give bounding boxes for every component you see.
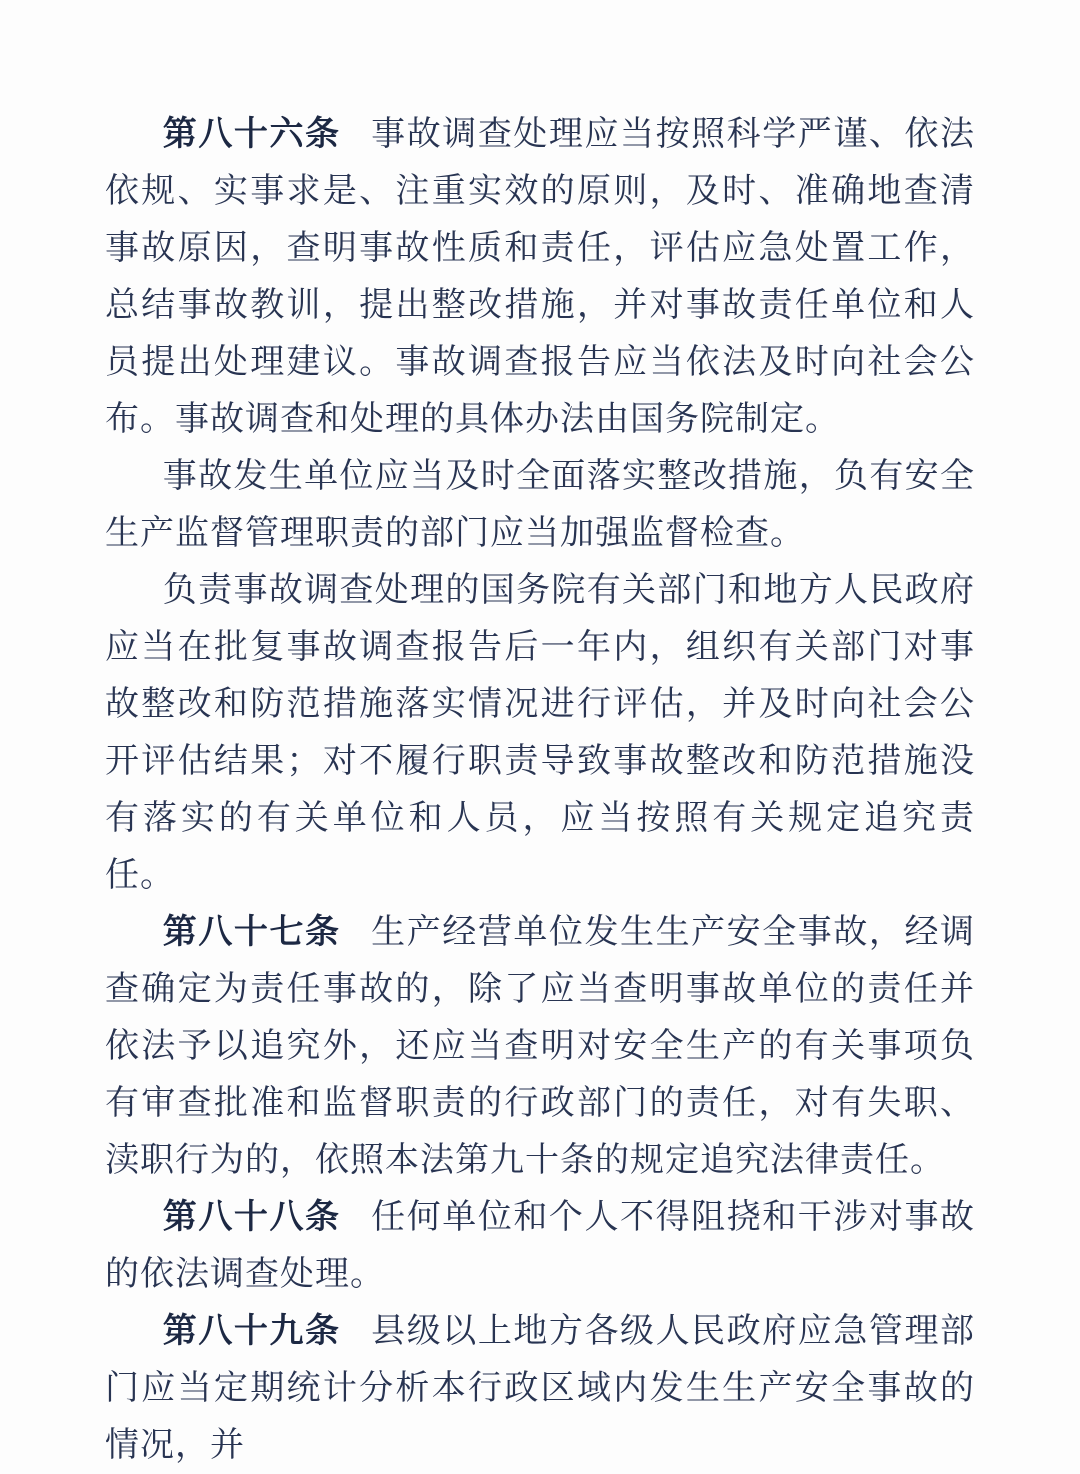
article-number: 第八十七条	[162, 913, 341, 951]
paragraph-text: 任何单位和个人不得阻挠和干涉对事故的依法调查处理。	[105, 1199, 976, 1293]
article-number: 第八十八条	[162, 1198, 341, 1236]
law-paragraph	[105, 904, 975, 1189]
paragraph-text: 事故调查处理应当按照科学严谨、依法依规、实事求是、注重实效的原则，及时、准确地查清事故原因，查明事故性质和责任，评估应急处置工作，总结事故教训，提出整改措施，并对事故责任单位和人员提出处理建议。事故调查报告应当依法及时向社会公布。事故调查和处理的具体办法由国务院制定。	[105, 116, 976, 438]
law-paragraph	[105, 562, 975, 904]
law-paragraph	[105, 448, 975, 562]
document-body	[105, 106, 975, 1474]
article-number: 第八十六条	[162, 115, 341, 153]
paragraph-text: 负责事故调查处理的国务院有关部门和地方人民政府应当在批复事故调查报告后一年内，组织有关部门对事故整改和防范措施落实情况进行评估，并及时向社会公开评估结果；对不履行职责导致事故整改和防范措施没有落实的有关单位和人员，应当按照有关规定追究责任。	[105, 572, 975, 894]
article-number: 第八十九条	[162, 1312, 341, 1350]
law-paragraph	[105, 106, 975, 448]
paragraph-text: 县级以上地方各级人民政府应急管理部门应当定期统计分析本行政区域内发生生产安全事故的情况，并	[105, 1313, 976, 1464]
law-paragraph	[105, 1303, 975, 1474]
law-paragraph	[105, 1189, 975, 1303]
paragraph-text: 事故发生单位应当及时全面落实整改措施，负有安全生产监督管理职责的部门应当加强监督检查。	[105, 458, 975, 552]
paragraph-text: 生产经营单位发生生产安全事故，经调查确定为责任事故的，除了应当查明事故单位的责任并依法予以追究外，还应当查明对安全生产的有关事项负有审查批准和监督职责的行政部门的责任，对有失职、渎职行为的，依照本法第九十条的规定追究法律责任。	[105, 914, 976, 1179]
